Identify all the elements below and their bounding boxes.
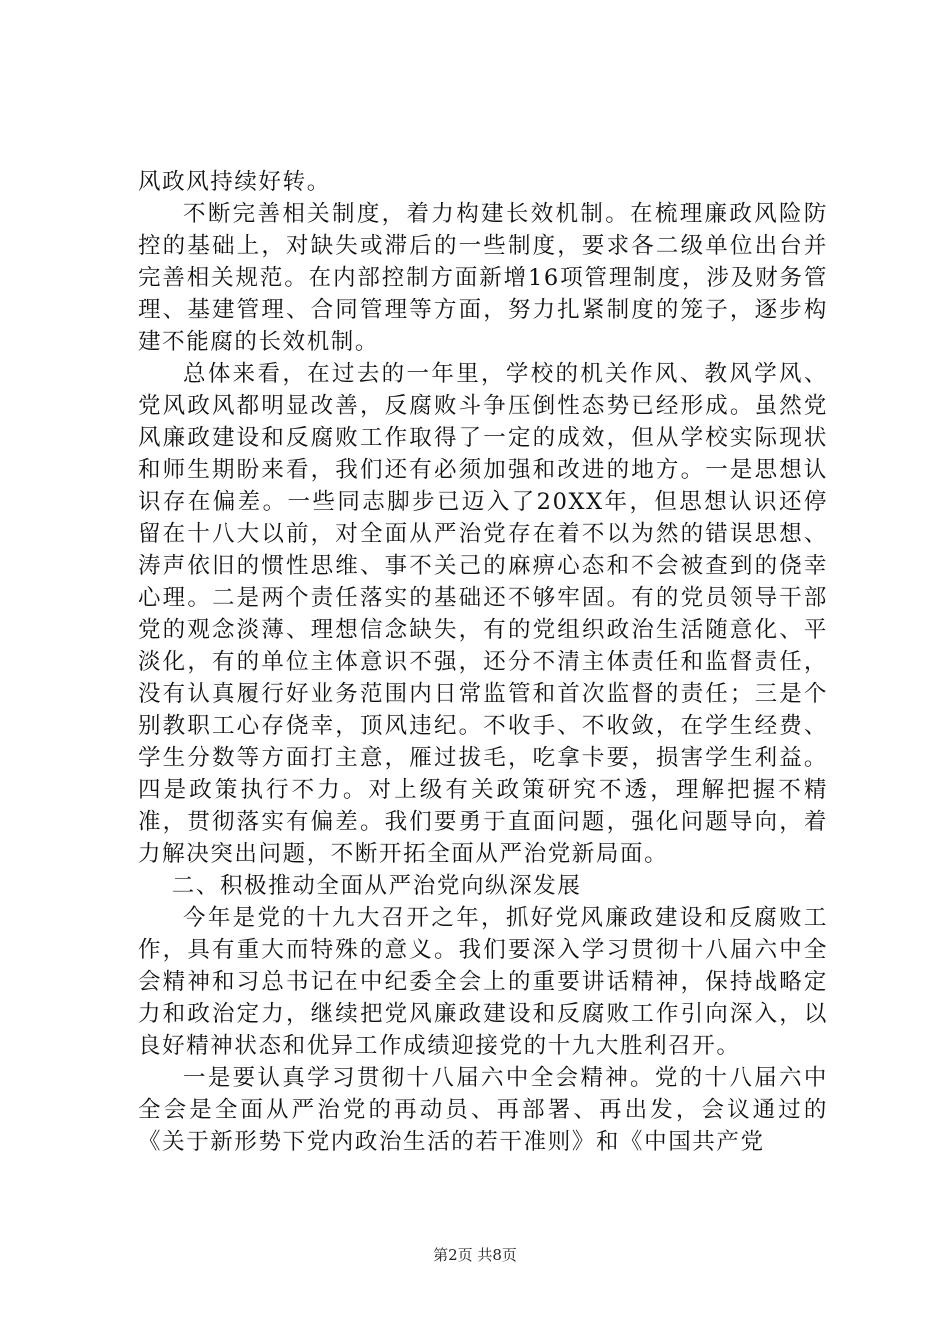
paragraph-continuation: 风政风持续好转。 xyxy=(138,169,331,195)
page-number: 第2页 共8页 xyxy=(433,1246,517,1264)
paragraph-overall-review: 总体来看，在过去的一年里，学校的机关作风、教风学风、党风政风都明显改善，反腐败斗争压倒性态势已经形成。虽然党风廉政建设和反腐败工作取得了一定的成效，但从学校实际现状和师生期盼来看，我们还有必须加强和改进的地方。一是思想认识存在偏差。一些同志脚步已迈入了20XX年，但思想认识还停留在十八大以前，对全面从严治党存在着不以为然的错误思想、涛声依旧的惯性思维、事不关己的麻痹心态和不会被查到的侥幸心理。二是两个责任落实的基础还不够牢固。有的党员领导干部党的观念淡薄、理想信念缺失，有的党组织政治生活随意化、平淡化，有的单位主体意识不强，还分不清主体责任和监督责任，没有认真履行好业务范围内日常监管和首次监督的责任；三是个别教职工心存侥幸，顶风违纪。不收手、不收敛，在学生经费、学生分数等方面打主意，雁过拔毛，吃拿卡要，损害学生利益。四是政策执行不力。对上级有关政策研究不透，理解把握不精准，贯彻落实有偏差。我们要勇于直面问题，强化问题导向，着力解决突出问题，不断开拓全面从严治党新局面。 xyxy=(138,361,828,867)
page-footer xyxy=(0,1244,950,1265)
section-heading: 二、积极推动全面从严治党向纵深发展 xyxy=(171,873,582,899)
document-body xyxy=(138,166,828,1158)
paragraph-this-year: 今年是党的十九大召开之年，抓好党风廉政建设和反腐败工作，具有重大而特殊的意义。我们要深入学习贯彻十八届六中全会精神和习总书记在中纪委全会上的重要讲话精神，保持战略定力和政治定力，继续把党风廉政建设和反腐败工作引向深入，以良好精神状态和优异工作成绩迎接党的十九大胜利召开。 xyxy=(138,905,828,1059)
paragraph-first-task: 一是要认真学习贯彻十八届六中全会精神。党的十八届六中全会是全面从严治党的再动员、再部署、再出发，会议通过的《关于新形势下党内政治生活的若干准则》和《中国共产党 xyxy=(138,1065,828,1155)
paragraph-institution-building: 不断完善相关制度，着力构建长效机制。在梳理廉政风险防控的基础上，对缺失或滞后的一些制度，要求各二级单位出台并完善相关规范。在内部控制方面新增16项管理制度，涉及财务管理、基建管理、合同管理等方面，努力扎紧制度的笼子，逐步构建不能腐的长效机制。 xyxy=(138,201,828,355)
